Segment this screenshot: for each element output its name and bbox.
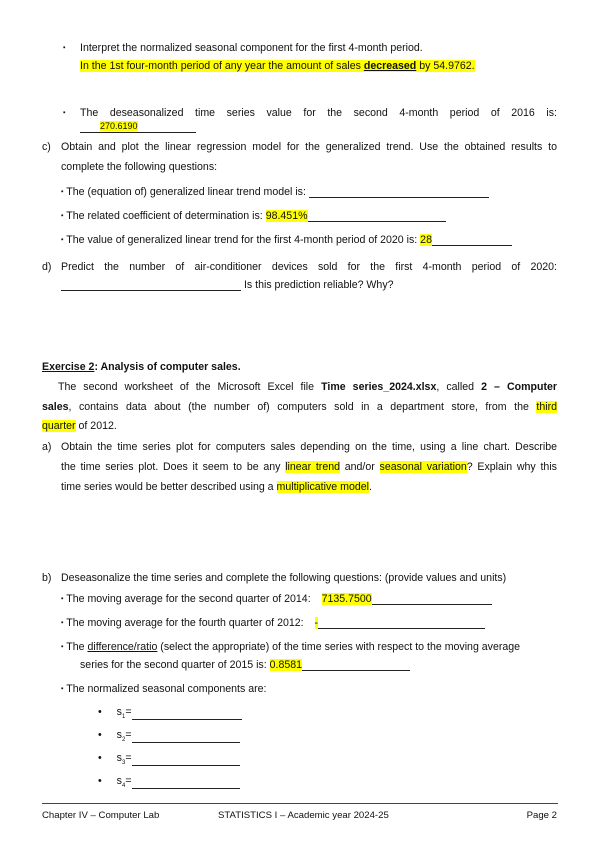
r-squared-value: 98.451% [265,210,308,222]
part-c-q2: ▪ The related coefficient of determination is: 98.451% [61,210,446,222]
part-c-label: c) [42,141,51,153]
seasonal-item: • $s_2=$ [98,729,240,743]
square-bullet-icon: ▪ [61,685,64,693]
square-bullet-icon: ▪ [63,44,66,52]
square-bullet-icon: ▪ [61,236,64,244]
square-bullet-icon: ▪ [61,619,64,627]
seasonal-item: • $s_1=$ [98,706,242,720]
bullet-1 [63,42,65,54]
file-name: Time series_2024.xlsx [321,381,437,393]
round-bullet-icon: • [98,706,102,718]
exercise-2-title: Exercise 2: Analysis of computer sales. [42,361,241,373]
part-d-line2: Is this prediction reliable? Why? [61,279,394,291]
part-b-line: Deseasonalize the time series and complete the following questions: (provide values and units) [61,572,507,584]
s2-blank[interactable] [132,731,240,743]
bullet-2-text: The deseasonalized time series value for the second 4-month period of 2016 is: [80,107,557,119]
part-a-line2: the time series plot. Does it seem to be any linear trend and/or seasonal variation? Explain why this [61,461,557,473]
bullet-1-answer: In the 1st four-month period of any year the amount of sales decreased by 54.9762. [80,60,475,72]
footer-divider [42,803,558,804]
part-b-q3-line2: series for the second quarter of 2015 is: 0.8581 [80,659,410,671]
part-b-label: b) [42,572,52,584]
part-a-line1: Obtain the time series plot for computers sales depending on the time, using a line chart. Describe [61,441,557,453]
part-d-line1: Predict the number of air-conditioner devices sold for the first 4-month period of 2020: [61,261,557,273]
square-bullet-icon: ▪ [63,109,66,117]
intro-line-1: The second worksheet of the Microsoft Excel file Time series_2024.xlsx, called 2 – Computer [58,381,557,393]
deseasonalized-value: 270.6190 [100,121,138,131]
round-bullet-icon: • [98,752,102,764]
part-c-line1: Obtain and plot the linear regression model for the generalized trend. Use the obtained results to [61,141,557,153]
square-bullet-icon: ▪ [61,595,64,603]
page-number: Page 2 [526,810,557,821]
part-a-label: a) [42,441,52,453]
part-b-q4: ▪ The normalized seasonal components are: [61,683,267,695]
s1-blank[interactable] [132,708,242,720]
prediction-blank[interactable] [61,279,241,291]
part-b-q3: ▪ The difference/ratio (select the appropriate) of the time series with respect to the moving average [61,641,521,653]
moving-average-q2-2014: 7135.7500 [321,593,372,605]
footer-left: Chapter IV – Computer Lab [42,810,160,821]
ratio-value: 0.8581 [269,659,303,671]
part-d-label: d) [42,261,52,273]
round-bullet-icon: • [98,729,102,741]
bullet-2-answer [80,121,196,133]
square-bullet-icon: ▪ [61,643,64,651]
intro-line-2: sales, contains data about (the number of) computers sold in a department store, from the third [42,401,557,413]
part-c-q1: ▪ The (equation of) generalized linear trend model is: [61,186,489,198]
s4-blank[interactable] [132,777,240,789]
bullet-1-text: Interpret the normalized seasonal component for the first 4-month period. [80,42,423,54]
square-bullet-icon: ▪ [61,212,64,220]
part-b-q2: ▪ The moving average for the fourth quarter of 2012: - [61,617,485,629]
part-c-q3: ▪ The value of generalized linear trend for the first 4-month period of 2020 is: 28 [61,234,512,246]
seasonal-item: • $s_4=$ [98,775,240,789]
part-b-q1: ▪ The moving average for the second quarter of 2014: 7135.7500 [61,593,492,605]
part-a-line3: time series would be better described using a multiplicative model. [61,481,372,493]
s3-blank[interactable] [132,754,240,766]
trend-model-blank[interactable] [309,186,489,198]
part-c-line2: complete the following questions: [61,161,218,173]
answer-decreased: decreased [363,60,417,72]
trend-value: 28 [420,234,432,246]
footer-center: STATISTICS I – Academic year 2024-25 [218,810,389,821]
square-bullet-icon: ▪ [61,188,64,196]
round-bullet-icon: • [98,775,102,787]
sheet-name: 2 – Computer [481,381,557,393]
moving-average-q4-2012: - [314,617,319,629]
seasonal-item: • $s_3=$ [98,752,240,766]
intro-line-3: quarter of 2012. [42,420,117,432]
bullet-2 [63,107,65,119]
